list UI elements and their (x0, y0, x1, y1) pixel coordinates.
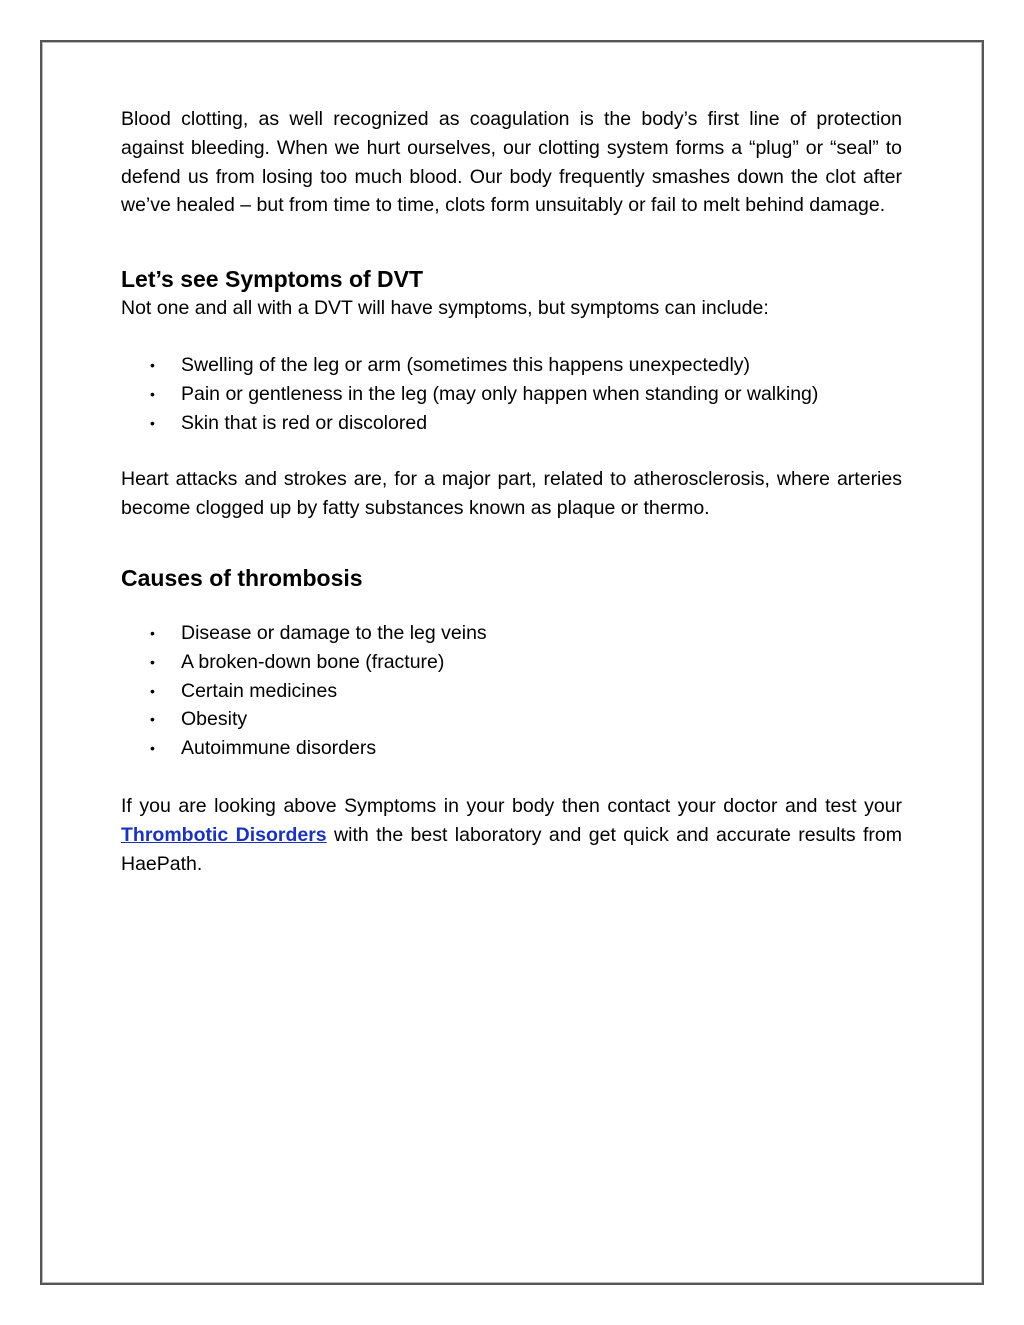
symptoms-list (121, 351, 902, 437)
bullet-icon: • (150, 653, 155, 670)
list-item (121, 648, 902, 677)
closing-text-before: If you are looking above Symptoms in your body then contact your doctor and test your (121, 794, 902, 817)
list-item-text: Obesity (181, 708, 248, 731)
list-item-text: Swelling of the leg or arm (sometimes this happens unexpectedly) (181, 353, 751, 376)
list-item (121, 677, 902, 706)
document-content (121, 105, 902, 878)
bullet-icon: • (150, 624, 155, 641)
bullet-icon: • (150, 385, 155, 402)
list-item-text: Pain or gentleness in the leg (may only happen when standing or walking) (181, 382, 819, 405)
list-item (121, 619, 902, 648)
bullet-icon: • (150, 682, 155, 699)
thrombotic-disorders-link[interactable]: Thrombotic Disorders (121, 823, 327, 846)
symptoms-lead-text: Not one and all with a DVT will have symptoms, but symptoms can include: (121, 297, 769, 320)
list-item (121, 705, 902, 734)
bullet-icon: • (150, 414, 155, 431)
list-item (121, 351, 902, 380)
list-item (121, 380, 902, 409)
closing-text-after: with the best laboratory and get quick and accurate results from HaePath. (121, 823, 903, 875)
closing-paragraph (121, 792, 902, 878)
list-item-text: Certain medicines (181, 679, 338, 702)
list-item-text: Disease or damage to the leg veins (181, 621, 487, 644)
heart-attacks-paragraph: Heart attacks and strokes are, for a major part, related to atherosclerosis, where arteries become clogged up by fatty substances known as plaque or thermo. (121, 468, 902, 520)
symptoms-heading: Let’s see Symptoms of DVT (121, 266, 424, 293)
list-item-text: A broken-down bone (fracture) (181, 650, 445, 673)
causes-heading: Causes of thrombosis (121, 564, 363, 591)
causes-list (121, 619, 902, 763)
list-item (121, 409, 902, 438)
intro-paragraph: Blood clotting, as well recognized as coagulation is the body’s first line of protection against bleeding. When we hurt ourselves, our clotting system forms a “plug” or “seal” to defend us from losing too much blood. Our body frequently smashes down the clot after we’ve healed – but from time to time, clots form unsuitably or fail to melt behind damage. (121, 108, 902, 217)
bullet-icon: • (150, 711, 155, 728)
bullet-icon: • (150, 356, 155, 373)
list-item-text: Skin that is red or discolored (181, 411, 428, 434)
bullet-icon: • (150, 740, 155, 757)
list-item-text: Autoimmune disorders (181, 737, 377, 760)
list-item (121, 734, 902, 763)
